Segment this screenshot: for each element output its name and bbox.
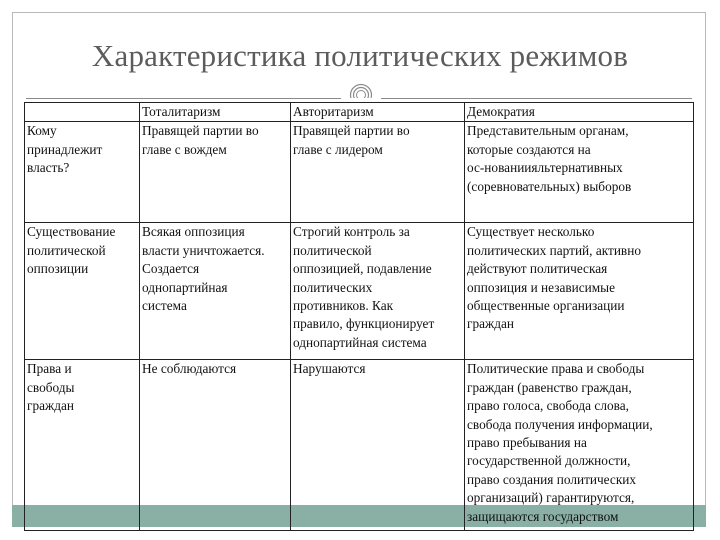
cell-totalitarianism: Правящей партии во главе с вождем	[140, 122, 291, 223]
table-header-row	[25, 103, 694, 122]
cell-authoritarianism: Строгий контроль за политической оппозицией, подавление политических противников. Как правило, функционирует однопартийная система	[291, 223, 465, 360]
cell-authoritarianism: Правящей партии во главе с лидером	[291, 122, 465, 223]
cell-totalitarianism: Не соблюдаются	[140, 360, 291, 531]
table-row	[25, 360, 694, 531]
cell-democracy: Политические права и свободы граждан (равенство граждан, право голоса, свобода слова, свобода получения информации, право пребывания на государственной должности, право создания политических организаций) гарантируются, защищаются государством	[465, 360, 694, 531]
slide-title: Характеристика политических режимов	[91, 38, 629, 73]
cell-totalitarianism: Всякая оппозиция власти уничтожается. Создается однопартийная система	[140, 223, 291, 360]
header-authoritarianism: Авторитаризм	[291, 103, 465, 122]
row-label-power: Кому принадлежит власть?	[25, 122, 140, 223]
table-row	[25, 223, 694, 360]
row-label-rights: Права и свободы граждан	[25, 360, 140, 531]
header-corner-cell	[25, 103, 140, 122]
cell-democracy: Существует несколько политических партий, активно действуют политическая оппозиция и независимые общественные организации граждан	[465, 223, 694, 360]
header-totalitarianism: Тоталитаризм	[140, 103, 291, 122]
header-democracy: Демократия	[465, 103, 694, 122]
political-regimes-table	[24, 102, 694, 531]
row-label-opposition: Существование политической оппозиции	[25, 223, 140, 360]
table-row	[25, 122, 694, 223]
cell-democracy: Представительным органам, которые создаются на ос-нованиияльтернативных (соревновательных) выборов	[465, 122, 694, 223]
cell-authoritarianism: Нарушаются	[291, 360, 465, 531]
